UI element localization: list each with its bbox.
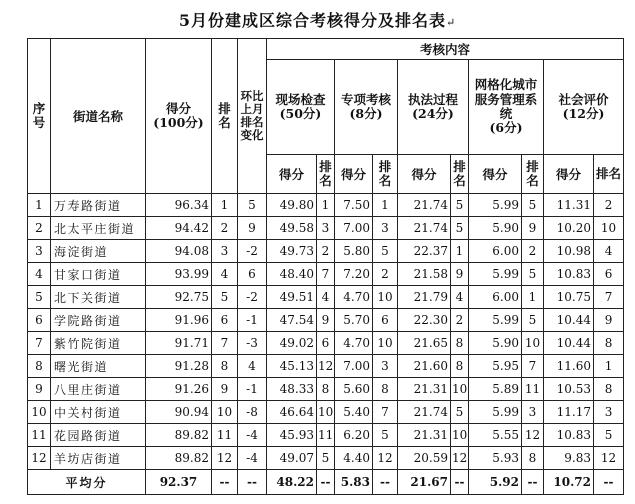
- cell-r2: 3: [373, 217, 398, 240]
- cell-score: 91.96: [146, 309, 212, 332]
- cell-s1: 49.07: [267, 447, 317, 470]
- table-row: [28, 424, 624, 447]
- page-title: [0, 8, 635, 31]
- cell-r3: 5: [451, 217, 469, 240]
- cell-s2: 4.40: [335, 447, 373, 470]
- cell-rank: 6: [212, 309, 238, 332]
- header-sub-5-name: 社会评价: [558, 91, 609, 107]
- cell-r5: 1: [594, 355, 624, 378]
- cell-rank: 11: [212, 424, 238, 447]
- cell-street: 万寿路街道: [51, 194, 146, 217]
- cell-r3: 12: [451, 447, 469, 470]
- cell-r4: 9: [522, 217, 544, 240]
- header-sub-rank: 排名: [373, 155, 398, 194]
- cell-s1: 49.02: [267, 332, 317, 355]
- cell-rank: 8: [212, 355, 238, 378]
- cell-s3: 21.74: [398, 401, 451, 424]
- cell-s2: 5.60: [335, 378, 373, 401]
- cell-change: 5: [238, 194, 267, 217]
- cell-s1: 48.40: [267, 263, 317, 286]
- cell-r4: 7: [522, 355, 544, 378]
- average-rank: --: [212, 470, 238, 495]
- cell-s3: 21.31: [398, 378, 451, 401]
- cell-s1: 46.64: [267, 401, 317, 424]
- cell-r3: 5: [451, 194, 469, 217]
- header-sub-2: [335, 60, 398, 155]
- cell-seq: 8: [28, 355, 51, 378]
- cell-s4: 5.99: [469, 194, 522, 217]
- cell-rank: 1: [212, 194, 238, 217]
- cell-r5: 10: [594, 217, 624, 240]
- cell-street: 甘家口街道: [51, 263, 146, 286]
- header-sub-5: [544, 60, 624, 155]
- cell-s4: 5.89: [469, 378, 522, 401]
- header-sub-1-pts: (50分): [279, 106, 322, 121]
- cell-s3: 21.31: [398, 424, 451, 447]
- cell-seq: 4: [28, 263, 51, 286]
- cell-street: 羊坊店街道: [51, 447, 146, 470]
- cell-r1: 1: [317, 194, 335, 217]
- average-score: 92.37: [146, 470, 212, 495]
- score-table: [27, 38, 624, 495]
- cell-s1: 48.33: [267, 378, 317, 401]
- cell-r1: 10: [317, 401, 335, 424]
- average-r4: --: [522, 470, 544, 495]
- cell-score: 91.28: [146, 355, 212, 378]
- cell-score: 89.82: [146, 447, 212, 470]
- cell-s2: 7.00: [335, 217, 373, 240]
- header-sub-score: 得分: [267, 155, 317, 194]
- cell-s3: 21.74: [398, 194, 451, 217]
- table-row: [28, 332, 624, 355]
- table-row: [28, 447, 624, 470]
- cell-score: 90.94: [146, 401, 212, 424]
- cell-s5: 10.53: [544, 378, 594, 401]
- cell-r2: 3: [373, 355, 398, 378]
- header-sub-3-pts: (24分): [412, 106, 454, 121]
- cell-seq: 12: [28, 447, 51, 470]
- cell-r1: 4: [317, 286, 335, 309]
- cell-street: 中关村街道: [51, 401, 146, 424]
- cell-rank: 10: [212, 401, 238, 424]
- cell-s3: 22.30: [398, 309, 451, 332]
- cell-seq: 6: [28, 309, 51, 332]
- cell-r3: 8: [451, 355, 469, 378]
- cell-r1: 9: [317, 309, 335, 332]
- cell-street: 花园路街道: [51, 424, 146, 447]
- cell-r4: 11: [522, 378, 544, 401]
- header-sub-4-pts: (6分): [489, 120, 523, 136]
- cell-score: 92.75: [146, 286, 212, 309]
- table-row: [28, 217, 624, 240]
- cell-s3: 21.79: [398, 286, 451, 309]
- cell-r1: 5: [317, 447, 335, 470]
- cell-s4: 5.99: [469, 309, 522, 332]
- header-sub-score: 得分: [398, 155, 451, 194]
- cell-r2: 10: [373, 286, 398, 309]
- header-sub-score: 得分: [469, 155, 522, 194]
- cell-r2: 12: [373, 447, 398, 470]
- cell-r1: 2: [317, 240, 335, 263]
- cell-s2: 4.70: [335, 286, 373, 309]
- cell-s1: 49.51: [267, 286, 317, 309]
- average-s3: 21.67: [398, 470, 451, 495]
- cell-change: 4: [238, 355, 267, 378]
- cell-s5: 10.44: [544, 332, 594, 355]
- cell-seq: 3: [28, 240, 51, 263]
- cell-r5: 6: [594, 263, 624, 286]
- cell-r5: 8: [594, 378, 624, 401]
- header-sub-1-name: 现场检查: [275, 91, 326, 107]
- cell-s5: 10.83: [544, 424, 594, 447]
- cell-rank: 7: [212, 332, 238, 355]
- cell-s4: 5.55: [469, 424, 522, 447]
- cell-r4: 3: [522, 401, 544, 424]
- cell-change: -2: [238, 240, 267, 263]
- header-score-label: 得分: [165, 100, 191, 116]
- cell-seq: 5: [28, 286, 51, 309]
- cell-r5: 4: [594, 240, 624, 263]
- cell-s4: 6.00: [469, 240, 522, 263]
- table-body: [28, 194, 624, 470]
- cell-score: 89.82: [146, 424, 212, 447]
- cell-r2: 7: [373, 401, 398, 424]
- cell-street: 北太平庄街道: [51, 217, 146, 240]
- cell-s3: 21.60: [398, 355, 451, 378]
- cell-r5: 2: [594, 194, 624, 217]
- cell-r4: 2: [522, 240, 544, 263]
- cell-r1: 7: [317, 263, 335, 286]
- cell-s2: 7.00: [335, 355, 373, 378]
- cell-r3: 4: [451, 286, 469, 309]
- cell-change: -3: [238, 332, 267, 355]
- cell-seq: 1: [28, 194, 51, 217]
- cell-street: 北下关街道: [51, 286, 146, 309]
- cell-s3: 22.37: [398, 240, 451, 263]
- average-r2: --: [373, 470, 398, 495]
- cell-score: 91.71: [146, 332, 212, 355]
- average-s5: 10.72: [544, 470, 594, 495]
- cell-s5: 11.17: [544, 401, 594, 424]
- cell-r1: 8: [317, 378, 335, 401]
- cell-rank: 2: [212, 217, 238, 240]
- header-rank: 排名: [212, 39, 238, 194]
- return-mark-icon: ↵: [445, 16, 457, 29]
- header-sub-score: 得分: [335, 155, 373, 194]
- cell-rank: 12: [212, 447, 238, 470]
- cell-change: -1: [238, 378, 267, 401]
- cell-seq: 9: [28, 378, 51, 401]
- header-score: [146, 39, 212, 194]
- table-row: [28, 240, 624, 263]
- cell-score: 96.34: [146, 194, 212, 217]
- cell-s5: 10.75: [544, 286, 594, 309]
- cell-change: -4: [238, 424, 267, 447]
- header-sub-rank: 排名: [522, 155, 544, 194]
- cell-r3: 1: [451, 240, 469, 263]
- average-r1: --: [317, 470, 335, 495]
- cell-s4: 5.90: [469, 332, 522, 355]
- cell-score: 91.26: [146, 378, 212, 401]
- cell-street: 曙光街道: [51, 355, 146, 378]
- header-score-sub: (100分): [153, 115, 204, 130]
- cell-rank: 5: [212, 286, 238, 309]
- cell-seq: 10: [28, 401, 51, 424]
- cell-s3: 21.74: [398, 217, 451, 240]
- table-row: [28, 355, 624, 378]
- average-s1: 48.22: [267, 470, 317, 495]
- cell-s3: 21.58: [398, 263, 451, 286]
- table-row: [28, 378, 624, 401]
- header-sub-rank: 排名: [594, 155, 624, 194]
- cell-r1: 11: [317, 424, 335, 447]
- cell-s5: 10.20: [544, 217, 594, 240]
- cell-s5: 10.98: [544, 240, 594, 263]
- cell-r2: 8: [373, 378, 398, 401]
- cell-r3: 9: [451, 263, 469, 286]
- cell-r5: 9: [594, 309, 624, 332]
- cell-score: 93.99: [146, 263, 212, 286]
- table-row: [28, 309, 624, 332]
- cell-s5: 11.60: [544, 355, 594, 378]
- header-street: 街道名称: [51, 39, 146, 194]
- cell-score: 94.08: [146, 240, 212, 263]
- cell-r4: 5: [522, 309, 544, 332]
- cell-seq: 11: [28, 424, 51, 447]
- cell-r2: 6: [373, 309, 398, 332]
- average-s4: 5.92: [469, 470, 522, 495]
- average-change: --: [238, 470, 267, 495]
- header-sub-2-name: 专项考核: [340, 91, 391, 107]
- cell-s2: 7.20: [335, 263, 373, 286]
- cell-r1: 12: [317, 355, 335, 378]
- cell-s2: 5.70: [335, 309, 373, 332]
- cell-r3: 8: [451, 332, 469, 355]
- header-sub-rank: 排名: [317, 155, 335, 194]
- cell-r3: 5: [451, 401, 469, 424]
- cell-change: -4: [238, 447, 267, 470]
- header-sub-3-name: 执法过程: [407, 91, 458, 107]
- cell-street: 紫竹院街道: [51, 332, 146, 355]
- cell-rank: 9: [212, 378, 238, 401]
- cell-rank: 4: [212, 263, 238, 286]
- cell-s1: 47.54: [267, 309, 317, 332]
- header-seq: 序号: [28, 39, 51, 194]
- cell-s1: 49.80: [267, 194, 317, 217]
- cell-change: -1: [238, 309, 267, 332]
- table-row: [28, 194, 624, 217]
- cell-change: -2: [238, 286, 267, 309]
- cell-s2: 5.40: [335, 401, 373, 424]
- header-sub-2-pts: (8分): [349, 106, 383, 121]
- cell-s5: 10.44: [544, 309, 594, 332]
- title-text: 5月份建成区综合考核得分及排名表: [178, 11, 446, 30]
- cell-s2: 5.80: [335, 240, 373, 263]
- cell-r2: 5: [373, 240, 398, 263]
- cell-r1: 3: [317, 217, 335, 240]
- cell-r2: 10: [373, 332, 398, 355]
- header-sub-4: [469, 60, 544, 155]
- cell-r5: 12: [594, 447, 624, 470]
- cell-r3: 10: [451, 424, 469, 447]
- cell-r4: 8: [522, 447, 544, 470]
- cell-s4: 5.93: [469, 447, 522, 470]
- cell-s5: 9.83: [544, 447, 594, 470]
- cell-r4: 12: [522, 424, 544, 447]
- header-sub-score: 得分: [544, 155, 594, 194]
- cell-s2: 7.50: [335, 194, 373, 217]
- table-row: [28, 286, 624, 309]
- cell-s1: 45.93: [267, 424, 317, 447]
- cell-s2: 4.70: [335, 332, 373, 355]
- average-r5: --: [594, 470, 624, 495]
- header-sub-4-name: 网格化城市服务管理系统: [474, 77, 538, 121]
- average-s2: 5.83: [335, 470, 373, 495]
- cell-street: 学院路街道: [51, 309, 146, 332]
- cell-r2: 5: [373, 424, 398, 447]
- cell-r4: 10: [522, 332, 544, 355]
- header-sub-1: [267, 60, 335, 155]
- cell-s4: 5.99: [469, 401, 522, 424]
- cell-r5: 3: [594, 401, 624, 424]
- cell-r4: 1: [522, 286, 544, 309]
- cell-s2: 6.20: [335, 424, 373, 447]
- cell-street: 海淀街道: [51, 240, 146, 263]
- cell-r3: 2: [451, 309, 469, 332]
- cell-s4: 5.95: [469, 355, 522, 378]
- cell-r5: 8: [594, 332, 624, 355]
- header-category: 考核内容: [267, 39, 624, 60]
- cell-r2: 1: [373, 194, 398, 217]
- cell-r1: 6: [317, 332, 335, 355]
- header-row-top: [28, 39, 624, 60]
- header-sub-rank: 排名: [451, 155, 469, 194]
- cell-s4: 6.00: [469, 286, 522, 309]
- header-change: 环比上月排名变化: [238, 39, 267, 194]
- cell-score: 94.42: [146, 217, 212, 240]
- cell-s4: 5.90: [469, 217, 522, 240]
- cell-s5: 11.31: [544, 194, 594, 217]
- cell-s5: 10.83: [544, 263, 594, 286]
- cell-rank: 3: [212, 240, 238, 263]
- cell-seq: 2: [28, 217, 51, 240]
- cell-s4: 5.99: [469, 263, 522, 286]
- cell-r5: 7: [594, 286, 624, 309]
- cell-r2: 2: [373, 263, 398, 286]
- table-row: [28, 263, 624, 286]
- table-row: [28, 401, 624, 424]
- cell-s3: 20.59: [398, 447, 451, 470]
- cell-r4: 5: [522, 263, 544, 286]
- cell-s1: 49.73: [267, 240, 317, 263]
- cell-seq: 7: [28, 332, 51, 355]
- cell-r4: 5: [522, 194, 544, 217]
- cell-change: -8: [238, 401, 267, 424]
- header-sub-5-pts: (12分): [562, 106, 605, 121]
- cell-change: 6: [238, 263, 267, 286]
- cell-s1: 49.58: [267, 217, 317, 240]
- average-label: 平均分: [28, 470, 146, 495]
- header-sub-3: [398, 60, 469, 155]
- cell-r5: 5: [594, 424, 624, 447]
- cell-r3: 10: [451, 378, 469, 401]
- cell-s1: 45.13: [267, 355, 317, 378]
- cell-street: 八里庄街道: [51, 378, 146, 401]
- cell-s3: 21.65: [398, 332, 451, 355]
- average-r3: --: [451, 470, 469, 495]
- average-row: [28, 470, 624, 495]
- cell-change: 9: [238, 217, 267, 240]
